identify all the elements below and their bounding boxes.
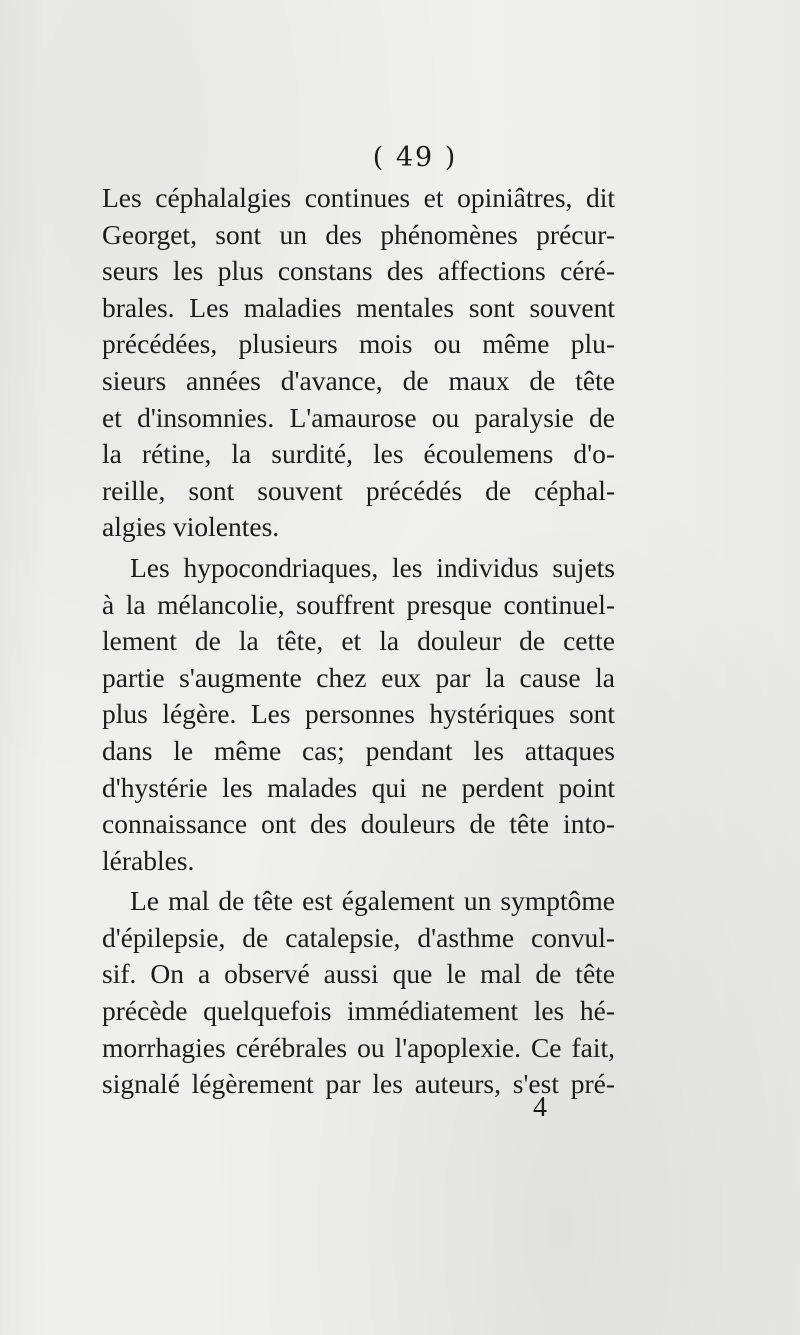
- text-line: partie s'augmente chez eux par la cause la: [102, 661, 615, 693]
- text-line: précède quelquefois immédiatement les hé-: [102, 995, 615, 1027]
- text-line: seurs les plus constans des affections céré-: [102, 255, 615, 287]
- paragraph-3: [102, 883, 615, 1103]
- text-line: la rétine, la surdité, les écoulemens d'o-: [102, 438, 615, 470]
- text-line: morrhagies cérébrales ou l'apoplexie. Ce fait,: [102, 1031, 615, 1063]
- text-line: dans le même cas; pendant les attaques: [102, 734, 615, 766]
- signature-mark: 4: [533, 1092, 547, 1123]
- text-line: algies violentes.: [102, 511, 280, 543]
- text-line: Le mal de tête est également un symptôme: [130, 885, 615, 917]
- text-line: Georget, sont un des phénomènes précur-: [102, 218, 615, 250]
- paragraph-1: [102, 180, 615, 546]
- text-line: précédées, plusieurs mois ou même plu-: [102, 328, 615, 360]
- paragraph-2: [102, 550, 615, 879]
- text-line: d'hystérie les malades qui ne perdent point: [102, 771, 615, 803]
- text-line: d'épilepsie, de catalepsie, d'asthme convul-: [102, 921, 615, 953]
- text-line: lérables.: [102, 844, 195, 876]
- text-line: à la mélancolie, souffrent presque continuel-: [102, 588, 615, 620]
- text-line: brales. Les maladies mentales sont souvent: [102, 291, 615, 323]
- text-line: reille, sont souvent précédés de céphal-: [102, 474, 615, 506]
- body-text: [102, 180, 615, 1103]
- text-line: plus légère. Les personnes hystériques sont: [102, 698, 615, 730]
- text-line: lement de la tête, et la douleur de cette: [102, 625, 615, 657]
- text-line: sieurs années d'avance, de maux de tête: [102, 364, 615, 396]
- text-line: et d'insomnies. L'amaurose ou paralysie de: [102, 401, 615, 433]
- text-line: Les céphalalgies continues et opiniâtres, dit: [102, 182, 615, 213]
- page-number: ( 49 ): [372, 142, 458, 173]
- text-line: Les hypocondriaques, les individus sujets: [130, 551, 615, 583]
- text-line: signalé légèrement par les auteurs, s'est pré-: [102, 1068, 615, 1100]
- text-line: sif. On a observé aussi que le mal de tête: [102, 958, 615, 990]
- text-line: connaissance ont des douleurs de tête into-: [102, 808, 615, 840]
